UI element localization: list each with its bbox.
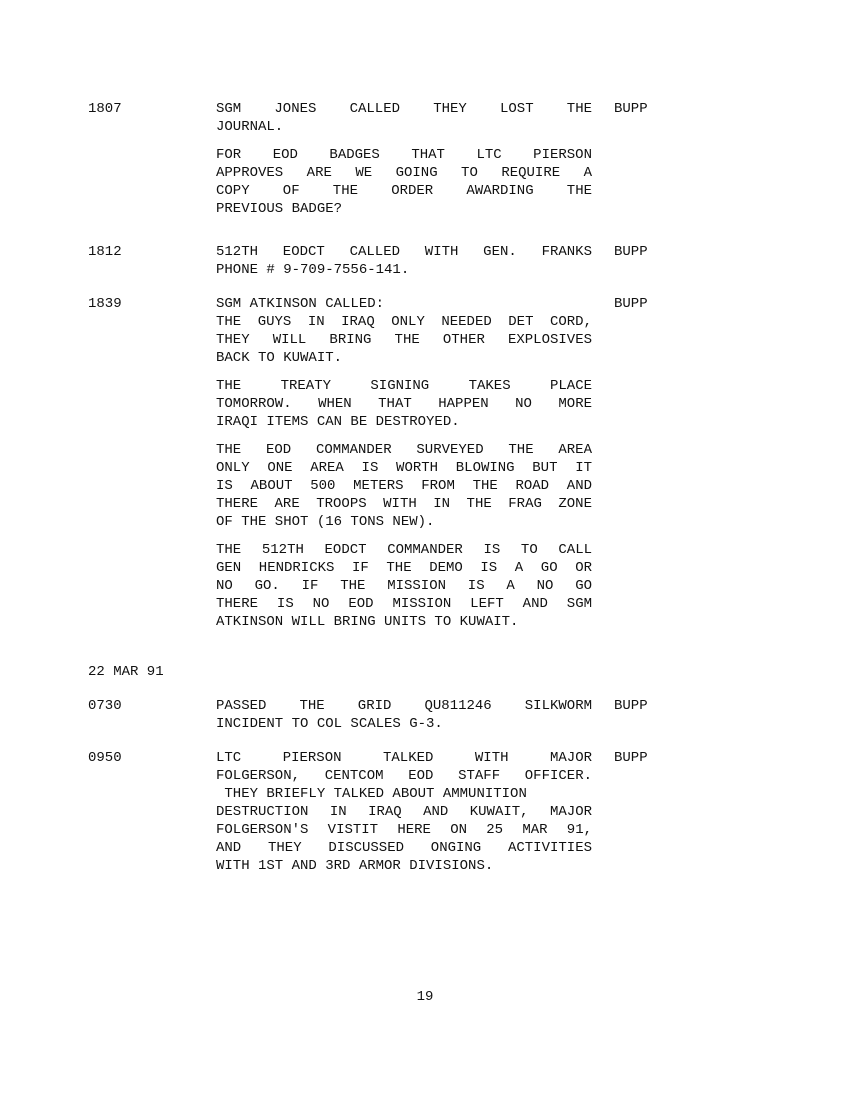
text-line: THEY BRIEFLY TALKED ABOUT AMMUNITION [216,786,527,802]
entry-action: BUPP [614,244,648,260]
entry-time: 1839 [88,296,122,312]
entry-time: 0730 [88,698,122,714]
text-line: DESTRUCTION IN IRAQ AND KUWAIT, MAJOR [216,804,592,820]
entry-paragraph [216,749,596,875]
text-line: THEY WILL BRING THE OTHER EXPLOSIVES [216,332,592,348]
text-line: IS ABOUT 500 METERS FROM THE ROAD AND [216,478,592,494]
entry-action: BUPP [614,101,648,117]
text-line: PASSED THE GRID QU811246 SILKWORM [216,698,592,714]
text-line: PREVIOUS BADGE? [216,201,343,217]
text-line: INCIDENT TO COL SCALES G-3. [216,716,443,732]
text-line: COPY OF THE ORDER AWARDING THE [216,183,592,199]
text-line: ONLY ONE AREA IS WORTH BLOWING BUT IT [216,460,592,476]
text-line: THE GUYS IN IRAQ ONLY NEEDED DET CORD, [216,314,592,330]
text-line: TOMORROW. WHEN THAT HAPPEN NO MORE [216,396,592,412]
text-line: OF THE SHOT (16 TONS NEW). [216,514,435,530]
text-line: BACK TO KUWAIT. [216,350,343,366]
text-line: SGM ATKINSON CALLED: [216,296,385,312]
text-line: FOLGERSON'S VISTIT HERE ON 25 MAR 91, [216,822,592,838]
text-line: PHONE # 9-709-7556-141. [216,262,410,278]
entry-paragraph [216,146,596,218]
text-line: FOR EOD BADGES THAT LTC PIERSON [216,147,592,163]
entry-action: BUPP [614,750,648,766]
page-number: 19 [416,989,434,1005]
text-line: NO GO. IF THE MISSION IS A NO GO [216,578,592,594]
text-line: THERE ARE TROOPS WITH IN THE FRAG ZONE [216,496,592,512]
entry-paragraph [216,697,596,733]
text-line: 512TH EODCT CALLED WITH GEN. FRANKS [216,244,592,260]
entry-action: BUPP [614,698,648,714]
text-line: THE 512TH EODCT COMMANDER IS TO CALL [216,542,592,558]
entry-paragraph [216,100,596,136]
text-line: LTC PIERSON TALKED WITH MAJOR [216,750,592,766]
entry-time: 1807 [88,101,122,117]
text-line: SGM JONES CALLED THEY LOST THE [216,101,592,117]
text-line: AND THEY DISCUSSED ONGING ACTIVITIES [216,840,592,856]
entry-body [216,295,596,641]
entry-time: 1812 [88,244,122,260]
entry-paragraph [216,441,596,531]
entry-action: BUPP [614,296,648,312]
text-line: THE TREATY SIGNING TAKES PLACE [216,378,592,394]
text-line: ATKINSON WILL BRING UNITS TO KUWAIT. [216,614,519,630]
text-line: WITH 1ST AND 3RD ARMOR DIVISIONS. [216,858,494,874]
entry-paragraph [216,541,596,631]
entry-body [216,100,596,228]
entry-body [216,697,596,743]
date-header: 22 MAR 91 [88,664,164,680]
text-line: THERE IS NO EOD MISSION LEFT AND SGM [216,596,592,612]
entry-body [216,243,596,289]
text-line: FOLGERSON, CENTCOM EOD STAFF OFFICER. [216,768,592,784]
text-line: GEN HENDRICKS IF THE DEMO IS A GO OR [216,560,592,576]
entry-paragraph [216,243,596,279]
text-line: IRAQI ITEMS CAN BE DESTROYED. [216,414,460,430]
entry-time: 0950 [88,750,122,766]
entry-paragraph [216,377,596,431]
text-line: APPROVES ARE WE GOING TO REQUIRE A [216,165,592,181]
text-line: JOURNAL. [216,119,284,135]
text-line: THE EOD COMMANDER SURVEYED THE AREA [216,442,592,458]
entry-body [216,749,596,885]
entry-paragraph [216,295,596,367]
